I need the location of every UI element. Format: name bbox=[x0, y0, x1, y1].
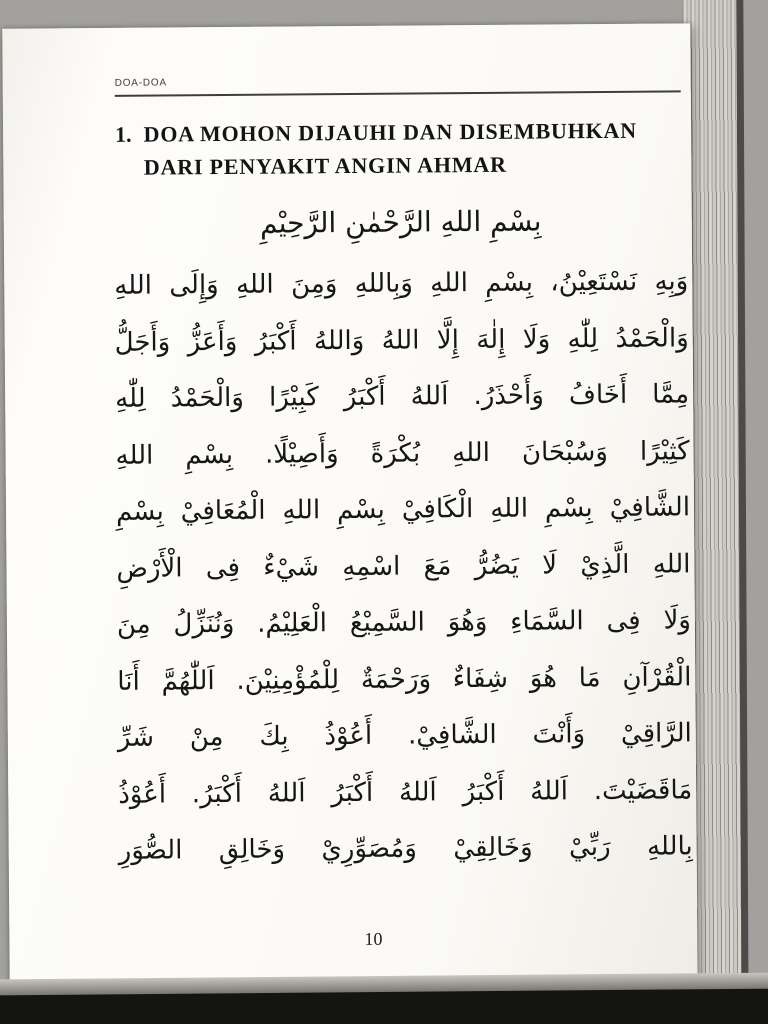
section-title bbox=[143, 114, 637, 184]
arabic-line: وَلَا فِى السَّمَاءِ وَهُوَ السَّمِيْعُ الْعَلِيْمُ. وَنُنَزِّلُ مِنَ bbox=[116, 605, 692, 640]
arabic-prayer-text bbox=[114, 253, 693, 879]
running-header: DOA-DOA bbox=[114, 77, 167, 89]
section-title-line-1: DOA MOHON DIJAUHI DAN DISEMBUHKAN bbox=[143, 117, 637, 147]
header-rule bbox=[115, 90, 681, 96]
arabic-line: الرَّاقِيْ وَأَنْتَ الشَّافِيْ. أَعُوْذُ بِكَ مِنْ شَرِّ bbox=[117, 718, 692, 753]
arabic-line: الْقُرْآنِ مَا هُوَ شِفَاءٌ وَرَحْمَةٌ لِلْمُؤْمِنِيْنَ. اَللّٰهُمَّ أَنَا bbox=[117, 661, 692, 697]
arabic-line: وَالْحَمْدُ لِلّٰهِ وَلَا إِلٰهَ إِلَّا اللهُ وَاللهُ أَكْبَرُ وَأَعَزُّ وَأَجَلُّ bbox=[114, 322, 689, 358]
section-heading bbox=[115, 113, 688, 183]
bismillah-line: بِسْمِ اللهِ الرَّحْمٰنِ الرَّحِيْمِ bbox=[259, 204, 542, 240]
scanner-dark-band bbox=[0, 989, 768, 1024]
arabic-line: كَثِيْرًا وَسُبْحَانَ اللهِ بُكْرَةً وَأَصِيْلًا. بِسْمِ اللهِ bbox=[115, 435, 690, 471]
arabic-line: مَاقَضَيْتَ. اَللهُ أَكْبَرُ اَللهُ أَكْبَرُ اَللهُ أَكْبَرُ. أَعُوْذُ bbox=[118, 774, 693, 810]
section-number: 1. bbox=[114, 121, 132, 147]
page-number: 10 bbox=[364, 928, 383, 949]
scanned-page bbox=[2, 23, 698, 988]
arabic-line: مِمَّا أَخَافُ وَأَحْذَرُ. اَللهُ أَكْبَرُ كَبِيْرًا وَالْحَمْدُ لِلّٰهِ bbox=[115, 379, 690, 414]
arabic-line: الشَّافِيْ بِسْمِ اللهِ الْكَافِيْ بِسْمِ اللهِ الْمُعَافِيْ بِسْمِ bbox=[115, 492, 691, 527]
arabic-line: وَبِهِ نَسْتَعِيْنُ، بِسْمِ اللهِ وَبِاللهِ وَمِنَ اللهِ وَإِلَى اللهِ bbox=[114, 266, 689, 301]
arabic-line: اللهِ الَّذِيْ لَا يَضُرُّ مَعَ اسْمِهِ شَيْءٌ فِى الْأَرْضِ bbox=[116, 548, 691, 584]
section-title-line-2: DARI PENYAKIT ANGIN AHMAR bbox=[143, 151, 507, 180]
arabic-line: بِاللهِ رَبِّيْ وَخَالِقِيْ وَمُصَوِّرِيْ وَخَالِقِ الصُّوَرِ bbox=[118, 831, 693, 866]
